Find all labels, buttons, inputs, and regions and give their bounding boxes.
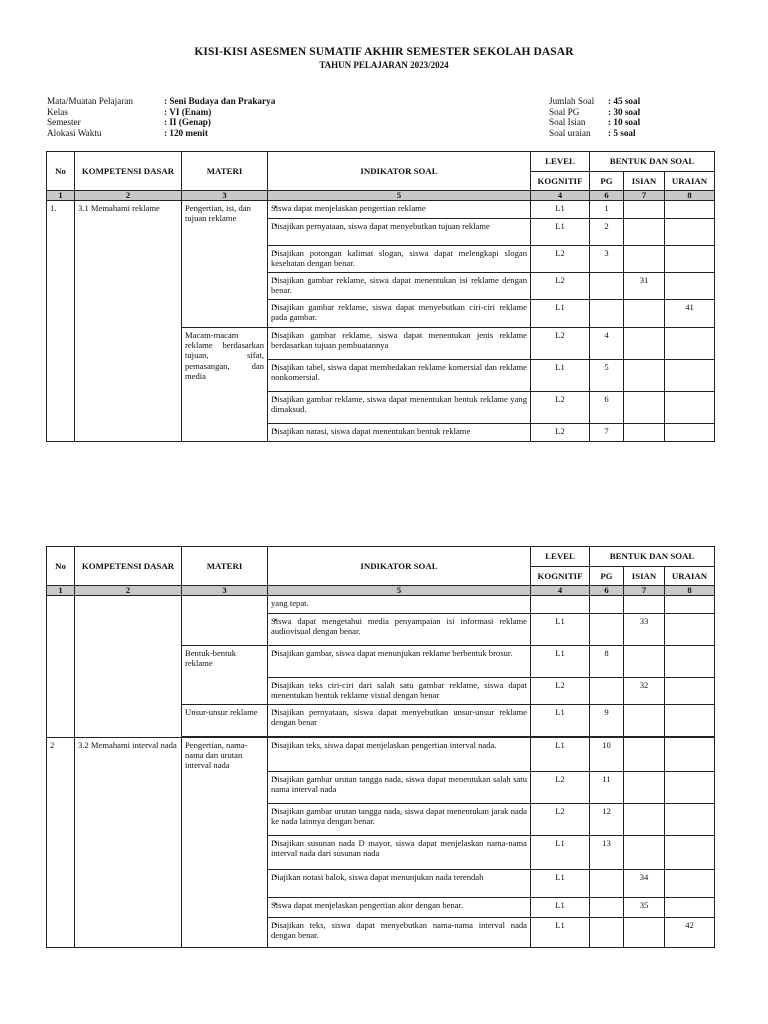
kompetensi-dasar: 3.1 Memahami reklame (75, 201, 182, 442)
isian-number (624, 705, 665, 737)
pg-number (590, 273, 624, 300)
row-no: 2 (47, 738, 75, 948)
indikator-soal: • Siswa dapat menjelaskan pengertian akor dengan benar. (268, 898, 531, 918)
indikator-soal-continued: yang tepat. (268, 596, 531, 614)
pg-number: 3 (590, 246, 624, 273)
isian-number (624, 772, 665, 804)
header-indikator-soal: INDIKATOR SOAL (268, 152, 531, 191)
uraian-number (665, 705, 715, 737)
info-value: : VI (Enam) (164, 106, 212, 117)
isian-number (624, 246, 665, 273)
header-kompetensi-dasar: KOMPETENSI DASAR (75, 547, 182, 586)
column-number: 4 (531, 191, 590, 201)
level-kognitif: L1 (531, 646, 590, 678)
indikator-soal: • Disajikan tabel, siswa dapat membedakan reklame komersial dan reklame nonkomersial. (268, 360, 531, 392)
uraian-number (665, 870, 715, 898)
materi: Bentuk-bentuk reklame (182, 646, 268, 705)
isian-number (624, 360, 665, 392)
uraian-number (665, 738, 715, 772)
info-value: : 10 soal (608, 117, 641, 128)
pg-number: 2 (590, 219, 624, 246)
kompetensi-dasar (75, 596, 182, 738)
info-label: Mata/Muatan Pelajaran (47, 96, 133, 106)
indikator-soal: • Disajikan gambar urutan tangga nada, siswa dapat menentukan jarak nada ke nada lainnya dengan benar. (268, 804, 531, 836)
info-row (549, 117, 640, 128)
pg-number: 4 (590, 328, 624, 360)
level-kognitif: L2 (531, 424, 590, 442)
header-kognitif: KOGNITIF (531, 172, 590, 191)
header-isian: ISIAN (624, 172, 665, 191)
column-number: 1 (47, 586, 75, 596)
column-number: 2 (75, 586, 182, 596)
indikator-soal: • Disajikan gambar urutan tangga nada, siswa dapat menentukan salah satu nama interval nada (268, 772, 531, 804)
column-number: 6 (590, 586, 624, 596)
column-number: 8 (665, 586, 715, 596)
level-kognitif: L1 (531, 705, 590, 737)
column-number: 6 (590, 191, 624, 201)
table-row (47, 738, 715, 772)
info-label: Soal Isian (549, 117, 586, 128)
uraian-number (665, 646, 715, 678)
header-kompetensi-dasar: KOMPETENSI DASAR (75, 152, 182, 191)
level-kognitif: L1 (531, 738, 590, 772)
isian-number (624, 328, 665, 360)
indikator-soal: • Disajikan susunan nada D mayor, siswa dapat menjelaskan nama-nama interval nada dari susunan nada (268, 836, 531, 870)
isian-number (624, 201, 665, 219)
isian-number (624, 738, 665, 772)
column-number-row (47, 191, 715, 201)
level-kognitif: L1 (531, 360, 590, 392)
pg-number (590, 918, 624, 948)
indikator-soal: • Siswa dapat mengetahui media penyampaian isi informasi reklame audiovisual dengan benar. (268, 614, 531, 646)
isian-number (624, 424, 665, 442)
header-indikator-soal: INDIKATOR SOAL (268, 547, 531, 586)
info-value: : 120 menit (164, 127, 208, 138)
column-number: 2 (75, 191, 182, 201)
pg-number: 5 (590, 360, 624, 392)
level-kognitif: L1 (531, 898, 590, 918)
indikator-soal: • Disajikan pernyataan, siswa dapat menyebutkan unsur-unsur reklame dengan benar (268, 705, 531, 737)
column-number: 5 (268, 586, 531, 596)
uraian-number (665, 678, 715, 705)
pg-number: 1 (590, 201, 624, 219)
pg-number (590, 300, 624, 328)
column-number: 3 (182, 586, 268, 596)
info-row (47, 128, 275, 139)
indikator-soal: • Disajikan gambar reklame, siswa dapat menentukan isi reklame dengan benar. (268, 273, 531, 300)
uraian-number (665, 392, 715, 424)
header-uraian: URAIAN (665, 172, 715, 191)
materi: Pengertian, nama-nama dan urutan interval nada (182, 738, 268, 948)
level-kognitif: L1 (531, 918, 590, 948)
header-materi: MATERI (182, 547, 268, 586)
level-kognitif: L2 (531, 392, 590, 424)
document-subtitle: TAHUN PELAJARAN 2023/2024 (319, 60, 449, 70)
pg-number: 6 (590, 392, 624, 424)
column-number: 8 (665, 191, 715, 201)
indikator-soal: • Disajikan gambar reklame, siswa dapat menyebutkan ciri-ciri reklame pada gambar. (268, 300, 531, 328)
header-materi: MATERI (182, 152, 268, 191)
level-kognitif (531, 596, 590, 614)
pg-number: 12 (590, 804, 624, 836)
pg-number: 7 (590, 424, 624, 442)
info-label: Soal uraian (549, 127, 591, 138)
info-label: Kelas (47, 106, 68, 117)
uraian-number (665, 246, 715, 273)
pg-number: 11 (590, 772, 624, 804)
isian-number (624, 596, 665, 614)
level-kognitif: L1 (531, 870, 590, 898)
uraian-number (665, 596, 715, 614)
level-kognitif: L1 (531, 836, 590, 870)
indikator-soal: • Disajikan potongan kalimat slogan, siswa dapat melengkapi slogan kesehatan dengan benar. (268, 246, 531, 273)
indikator-soal: • Disajikan gambar reklame, siswa dapat menentukan jenis reklame berdasarkan tujuan pembuatannya (268, 328, 531, 360)
column-number: 1 (47, 191, 75, 201)
isian-number (624, 300, 665, 328)
info-label: Soal PG (549, 106, 580, 117)
header-pg: PG (590, 567, 624, 586)
uraian-number (665, 772, 715, 804)
header-bentuk-soal: BENTUK DAN SOAL (590, 152, 715, 172)
isian-number: 34 (624, 870, 665, 898)
materi: Macam-macam reklame berdasarkan tujuan, sifat, pemasangan, dan media (182, 328, 268, 442)
info-value: : 5 soal (608, 127, 636, 138)
level-kognitif: L2 (531, 804, 590, 836)
indikator-soal: • Disajikan narasi, siswa dapat menentukan bentuk reklame (268, 424, 531, 442)
level-kognitif: L2 (531, 246, 590, 273)
info-row (549, 96, 640, 107)
row-no (47, 596, 75, 738)
indikator-soal: • Disajikan gambar, siswa dapat menunjukan reklame berbentuk brosur. (268, 646, 531, 678)
uraian-number (665, 836, 715, 870)
level-kognitif: L2 (531, 772, 590, 804)
pg-number (590, 678, 624, 705)
document-title: KISI-KISI ASESMEN SUMATIF AKHIR SEMESTER SEKOLAH DASAR (194, 46, 574, 58)
subject-info (47, 96, 275, 138)
materi (182, 596, 268, 646)
header-level: LEVEL (531, 152, 590, 172)
uraian-number (665, 360, 715, 392)
level-kognitif: L1 (531, 300, 590, 328)
info-row (549, 128, 640, 139)
level-kognitif: L2 (531, 273, 590, 300)
header-no: No (47, 547, 75, 586)
isian-number (624, 219, 665, 246)
info-label: Alokasi Waktu (47, 127, 102, 138)
uraian-number (665, 273, 715, 300)
info-row (47, 117, 275, 128)
level-kognitif: L1 (531, 614, 590, 646)
indikator-soal: • Disajikan teks ciri-ciri dari salah satu gambar reklame, siswa dapat menentukan bentuk reklame visual dengan benar (268, 678, 531, 705)
isian-number: 35 (624, 898, 665, 918)
isian-number (624, 392, 665, 424)
isian-number (624, 836, 665, 870)
info-label: Semester (47, 117, 81, 128)
table-row (47, 596, 715, 614)
header-no: No (47, 152, 75, 191)
column-number-row (47, 586, 715, 596)
level-kognitif: L2 (531, 678, 590, 705)
column-number: 5 (268, 191, 531, 201)
isian-number: 31 (624, 273, 665, 300)
info-label: Jumlah Soal (549, 96, 595, 106)
level-kognitif: L1 (531, 219, 590, 246)
indikator-soal: • Disajikan pernyataan, siswa dapat menyebutkan tujuan reklame (268, 219, 531, 246)
uraian-number (665, 614, 715, 646)
pg-number (590, 614, 624, 646)
kisi-table-2 (46, 546, 715, 948)
level-kognitif: L2 (531, 328, 590, 360)
info-row (47, 107, 275, 118)
uraian-number (665, 898, 715, 918)
column-number: 7 (624, 191, 665, 201)
column-number: 7 (624, 586, 665, 596)
pg-number: 13 (590, 836, 624, 870)
info-value: : 45 soal (608, 96, 641, 106)
uraian-number (665, 804, 715, 836)
row-no: 1. (47, 201, 75, 442)
isian-number: 33 (624, 614, 665, 646)
indikator-soal: • Disajikan gambar reklame, siswa dapat menentukan bentuk reklame yang dimaksud. (268, 392, 531, 424)
indikator-soal: • Siswa dapat menjelaskan pengertian reklame (268, 201, 531, 219)
question-count-info (549, 96, 640, 138)
uraian-number (665, 424, 715, 442)
uraian-number (665, 328, 715, 360)
column-number: 3 (182, 191, 268, 201)
uraian-number (665, 201, 715, 219)
info-row (47, 96, 275, 107)
pg-number (590, 870, 624, 898)
pg-number (590, 596, 624, 614)
isian-number (624, 804, 665, 836)
info-value: : II (Genap) (164, 117, 211, 128)
materi: Unsur-unsur reklame (182, 705, 268, 737)
indikator-soal: • Disajikan teks, siswa dapat menyebutkan nama-nama interval nada dengan benar. (268, 918, 531, 948)
kompetensi-dasar: 3.2 Memahami interval nada (75, 738, 182, 948)
header-pg: PG (590, 172, 624, 191)
materi: Pengertian, isi, dan tujuan reklame (182, 201, 268, 328)
header-uraian: URAIAN (665, 567, 715, 586)
isian-number (624, 918, 665, 948)
header-kognitif: KOGNITIF (531, 567, 590, 586)
header-isian: ISIAN (624, 567, 665, 586)
isian-number (624, 646, 665, 678)
indikator-soal: • Diajikan notasi balok, siswa dapat menunjukan nada terendah (268, 870, 531, 898)
pg-number: 9 (590, 705, 624, 737)
table-row (47, 201, 715, 219)
pg-number: 10 (590, 738, 624, 772)
isian-number: 32 (624, 678, 665, 705)
level-kognitif: L1 (531, 201, 590, 219)
kisi-table-1 (46, 151, 715, 442)
header-bentuk-soal: BENTUK DAN SOAL (590, 547, 715, 567)
uraian-number: 41 (665, 300, 715, 328)
header-level: LEVEL (531, 547, 590, 567)
indikator-soal: • Disajikan teks, siswa dapat menjelaskan pengertian interval nada. (268, 738, 531, 772)
pg-number (590, 898, 624, 918)
uraian-number (665, 219, 715, 246)
info-value: : Seni Budaya dan Prakarya (164, 96, 276, 106)
pg-number: 8 (590, 646, 624, 678)
uraian-number: 42 (665, 918, 715, 948)
info-value: : 30 soal (608, 106, 641, 117)
info-row (549, 107, 640, 118)
column-number: 4 (531, 586, 590, 596)
